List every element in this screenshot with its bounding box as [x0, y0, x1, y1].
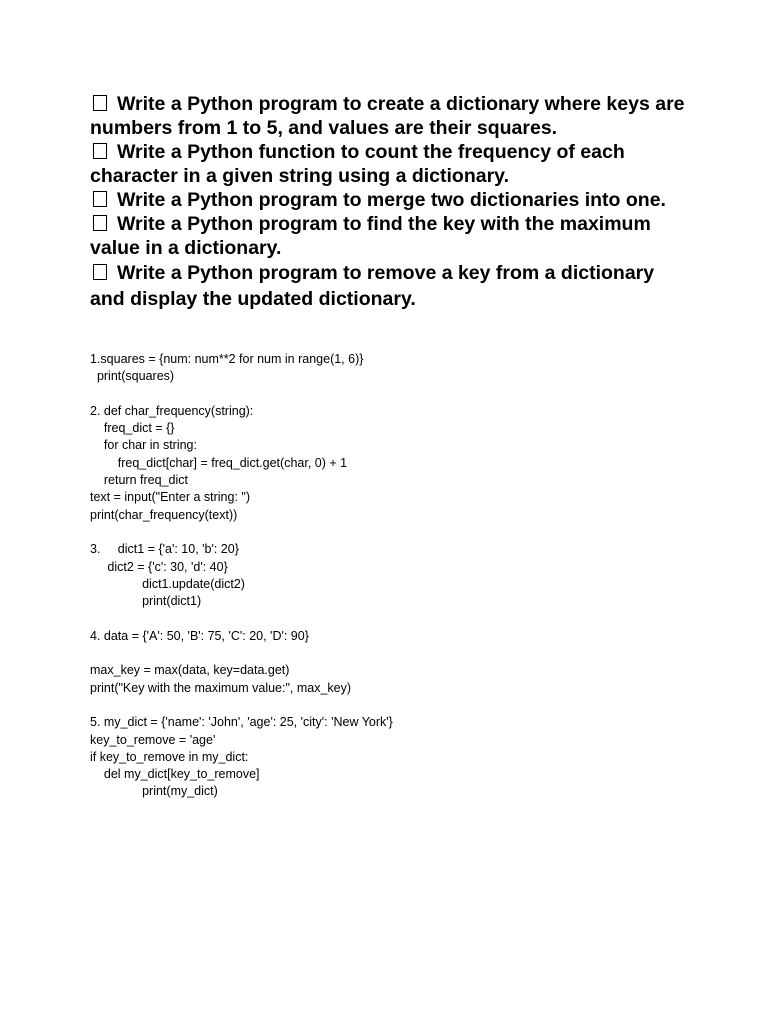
code-line: if key_to_remove in my_dict: [90, 749, 249, 764]
code-line: for char in string: [90, 438, 197, 453]
question-text: Write a Python program to find the key with the maximum value in a dictionary. [90, 213, 651, 259]
code-line: print("Key with the maximum value:", max_key) [90, 680, 352, 695]
code-line: dict1.update(dict2) [90, 576, 245, 591]
code-line: dict2 = {'c': 30, 'd': 40} [90, 559, 228, 574]
code-line [90, 524, 690, 541]
question-text: Write a Python program to merge two dictionaries into one. [117, 189, 666, 211]
code-line [90, 645, 690, 662]
code-line [90, 386, 690, 403]
code-line: text = input("Enter a string: ") [90, 490, 250, 505]
code-line: print(my_dict) [90, 784, 218, 799]
code-line: freq_dict = {} [90, 421, 175, 436]
code-line: 5. my_dict = {'name': 'John', 'age': 25, 'city': 'New York'} [90, 715, 393, 730]
question-item [90, 188, 690, 212]
code-line: 3. dict1 = {'a': 10, 'b': 20} [90, 542, 239, 557]
code-line: print(char_frequency(text)) [90, 507, 238, 522]
code-line: freq_dict[char] = freq_dict.get(char, 0) + 1 [90, 455, 348, 470]
code-line: key_to_remove = 'age' [90, 732, 216, 747]
checkbox-bullet-icon [93, 264, 107, 280]
code-line: return freq_dict [90, 473, 188, 488]
code-answers [90, 351, 690, 801]
question-item [90, 92, 690, 140]
code-line: 2. def char_frequency(string): [90, 403, 254, 418]
code-line: 4. data = {'A': 50, 'B': 75, 'C': 20, 'D': 90} [90, 628, 309, 643]
code-line: del my_dict[key_to_remove] [90, 767, 260, 782]
checkbox-bullet-icon [93, 215, 107, 231]
checkbox-bullet-icon [93, 191, 107, 207]
question-text: Write a Python program to remove a key from a dictionary and display the updated dictionary. [90, 262, 655, 310]
question-item [90, 260, 690, 312]
code-line: print(dict1) [90, 594, 202, 609]
question-item [90, 140, 690, 188]
question-text: Write a Python function to count the frequency of each character in a given string using a dictionary. [90, 141, 625, 187]
code-line: 1.squares = {num: num**2 for num in range(1, 6)} [90, 352, 364, 366]
code-line: print(squares) [90, 369, 175, 384]
code-line: max_key = max(data, key=data.get) [90, 663, 290, 678]
checkbox-bullet-icon [93, 143, 107, 159]
code-line [90, 610, 690, 627]
question-list [90, 92, 690, 312]
checkbox-bullet-icon [93, 95, 107, 111]
question-text: Write a Python program to create a dictionary where keys are numbers from 1 to 5, and values are their squares. [90, 93, 685, 139]
question-item [90, 212, 690, 260]
code-line [90, 697, 690, 714]
